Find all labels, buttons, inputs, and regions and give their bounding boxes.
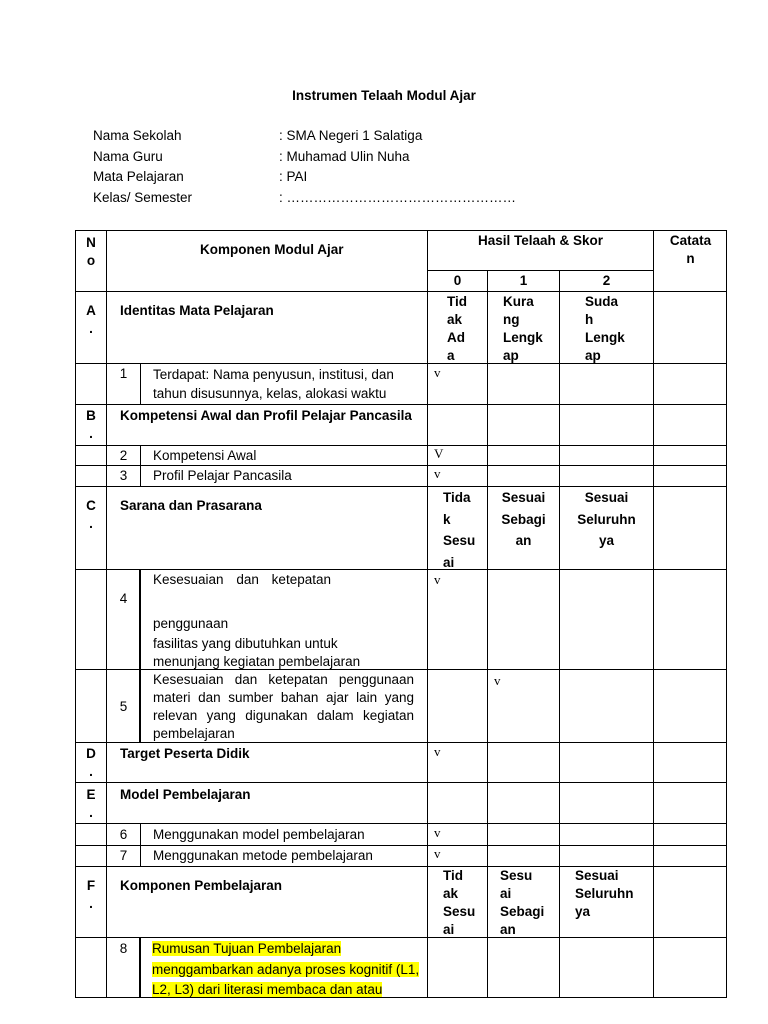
section-a-scale-2: Suda h Lengk ap	[585, 294, 625, 363]
item-7-text: Menggunakan metode pembelajaran	[153, 848, 373, 863]
item-8-text-wrap	[152, 939, 422, 1001]
item-3-text: Profil Pelajar Pancasila	[153, 468, 292, 483]
section-f-scale-2: Sesuai Seluruhn ya	[575, 868, 634, 919]
section-a-letter: A .	[86, 303, 96, 336]
section-a-scale-0: Tid ak Ad a	[447, 294, 467, 363]
teacher-name-value: : Muhamad Ulin Nuha	[279, 149, 410, 164]
item-3-no: 3	[119, 468, 128, 483]
item-4-text-b: penggunaan	[153, 616, 229, 631]
section-d-letter: D .	[86, 746, 96, 779]
class-semester-value: : ……………………………………………	[279, 190, 517, 205]
section-d-title: Target Peserta Didik	[120, 746, 250, 761]
section-b-letter: B .	[86, 408, 96, 441]
header-hasil: Hasil Telaah & Skor	[477, 233, 604, 248]
item-5-mark: v	[494, 673, 501, 688]
item-4-mark: v	[434, 572, 441, 587]
score-2: 2	[602, 273, 611, 288]
section-c-title: Sarana dan Prasarana	[120, 498, 262, 513]
item-1-no: 1	[119, 366, 128, 381]
score-1: 1	[519, 273, 528, 288]
section-a-title: Identitas Mata Pelajaran	[120, 303, 274, 318]
section-c-scale-0: Tida k Sesu ai	[443, 490, 476, 570]
item-6-mark: v	[434, 825, 441, 840]
section-e-letter: E .	[86, 787, 96, 820]
item-4-no: 4	[119, 591, 128, 606]
document-title: Instrumen Telaah Modul Ajar	[292, 88, 476, 103]
header-catatan: Catata n	[669, 233, 712, 266]
section-f-letter: F .	[86, 878, 96, 911]
item-7-mark: v	[434, 846, 441, 861]
teacher-name-label: Nama Guru	[93, 149, 163, 164]
item-4-text-c: fasilitas yang dibutuhkan untuk menunjang kegiatan pembelajaran	[153, 636, 361, 669]
section-c-letter: C .	[86, 498, 96, 531]
section-f-scale-0: Tid ak Sesu ai	[443, 868, 476, 937]
item-3-mark: v	[434, 466, 441, 481]
item-1-text: Terdapat: Nama penyusun, institusi, dan tahun disusunnya, kelas, alokasi waktu	[153, 367, 394, 401]
item-2-mark: V	[434, 446, 444, 461]
header-komponen: Komponen Modul Ajar	[200, 242, 344, 257]
section-a-scale-1: Kura ng Lengk ap	[503, 294, 543, 363]
item-5-no: 5	[119, 699, 128, 714]
school-name-label: Nama Sekolah	[93, 128, 182, 143]
section-f-title: Komponen Pembelajaran	[120, 878, 283, 893]
class-semester-label: Kelas/ Semester	[93, 190, 193, 205]
item-5-text: Kesesuaian dan ketepatan penggunaan materi dan sumber bahan ajar lain yang relevan yang digunakan dalam kegiatan pembelajaran	[153, 672, 414, 741]
item-2-text: Kompetensi Awal	[153, 448, 257, 463]
item-8-no: 8	[119, 941, 128, 956]
item-2-no: 2	[119, 448, 128, 463]
section-c-scale-1: Sesuai Sebagi an	[501, 490, 546, 548]
section-d-mark: v	[434, 744, 441, 759]
school-name-value: : SMA Negeri 1 Salatiga	[279, 128, 423, 143]
score-0: 0	[453, 273, 462, 288]
subject-label: Mata Pelajaran	[93, 169, 184, 184]
header-no: N o	[86, 235, 96, 268]
item-1-mark: v	[434, 365, 441, 380]
subject-value: : PAI	[279, 169, 308, 184]
section-c-scale-2: Sesuai Seluruhn ya	[577, 490, 636, 548]
item-8-text: Rumusan Tujuan Pembelajaran menggambarkan adanya proses kognitif (L1, L2, L3) dari literasi membaca dan atau	[152, 941, 420, 997]
section-e-title: Model Pembelajaran	[120, 787, 251, 802]
item-7-no: 7	[119, 848, 128, 863]
section-f-scale-1: Sesu ai Sebagi an	[500, 868, 545, 937]
item-6-text: Menggunakan model pembelajaran	[153, 827, 365, 842]
item-4-text-a: Kesesuaian dan ketepatan	[153, 572, 331, 587]
item-6-no: 6	[119, 827, 128, 842]
section-b-title: Kompetensi Awal dan Profil Pelajar Pancasila	[120, 408, 412, 423]
